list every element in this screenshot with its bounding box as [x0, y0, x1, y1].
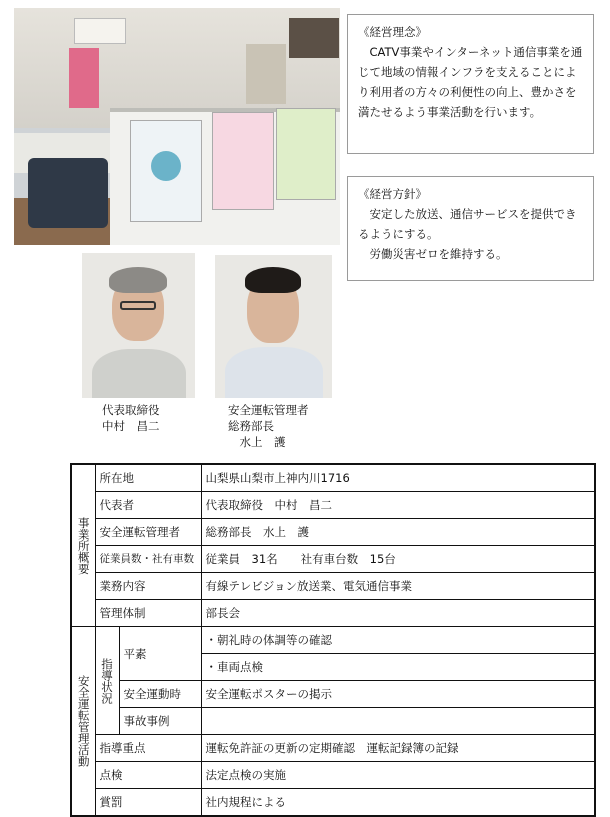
philosophy-box	[347, 14, 594, 154]
label-business: 業務内容	[95, 573, 201, 600]
value-employees: 従業員 31名 社有車台数 15台	[201, 546, 595, 573]
overview-table	[70, 463, 596, 817]
label-focus: 指導重点	[95, 735, 201, 762]
table-row	[71, 789, 595, 817]
policy-title: 《経営方針》	[358, 187, 427, 201]
value-representative: 代表取締役 中村 昌二	[201, 492, 595, 519]
label-employees: 従業員数・社有車数	[95, 546, 201, 573]
label-accidents: 事故事例	[119, 708, 201, 735]
value-safety-week: 安全運転ポスターの掲示	[201, 681, 595, 708]
sub-section-guidance: 指導状況	[95, 627, 119, 735]
value-accidents	[201, 708, 595, 735]
section-company-overview: 事業所概要	[71, 464, 95, 627]
poster-2	[212, 112, 274, 210]
poster-1	[130, 120, 202, 222]
table-row	[71, 681, 595, 708]
value-reward: 社内規程による	[201, 789, 595, 817]
poster-3	[276, 108, 336, 200]
portrait-safety-manager	[215, 255, 332, 398]
table-row	[71, 762, 595, 789]
policy-box	[347, 176, 594, 281]
value-safety-manager: 総務部長 水上 護	[201, 519, 595, 546]
label-normal: 平素	[119, 627, 201, 681]
table-row	[71, 708, 595, 735]
label-safety-manager: 安全運転管理者	[95, 519, 201, 546]
value-normal-1: ・朝礼時の体調等の確認	[201, 627, 595, 654]
table-row	[71, 600, 595, 627]
caption-safety-manager: 安全運転管理者 総務部長 水上 護	[228, 403, 309, 449]
section-safety-activities: 安全運転管理活動	[71, 627, 95, 817]
label-inspection: 点検	[95, 762, 201, 789]
label-reward: 賞罰	[95, 789, 201, 817]
value-location: 山梨県山梨市上神内川1716	[201, 464, 595, 492]
table-row	[71, 627, 595, 654]
table-row	[71, 519, 595, 546]
table-row	[71, 735, 595, 762]
value-inspection: 法定点検の実施	[201, 762, 595, 789]
table-row	[71, 546, 595, 573]
photo-sign	[74, 18, 126, 44]
philosophy-title: 《経営理念》	[358, 25, 427, 39]
policy-item: 労働災害ゼロを維持する。	[369, 247, 508, 261]
label-representative: 代表者	[95, 492, 201, 519]
policy-item: 安定した放送、通信サービスを提供できるようにする。	[358, 207, 577, 241]
caption-president: 代表取締役 中村 昌二	[102, 403, 160, 433]
value-management: 部長会	[201, 600, 595, 627]
portrait-president	[82, 253, 195, 398]
value-focus: 運転免許証の更新の定期確認 運転記録簿の記録	[201, 735, 595, 762]
table-row	[71, 573, 595, 600]
value-normal-2: ・車両点検	[201, 654, 595, 681]
label-management: 管理体制	[95, 600, 201, 627]
philosophy-body: CATV事業やインターネット通信事業を通じて地域の情報インフラを支えることにより利用者の方々の利便性の向上、豊かさを満たせるよう事業活動を行います。	[358, 45, 583, 119]
label-safety-week: 安全運動時	[119, 681, 201, 708]
label-location: 所在地	[95, 464, 201, 492]
office-photo	[14, 8, 340, 245]
value-business: 有線テレビジョン放送業、電気通信事業	[201, 573, 595, 600]
table-row	[71, 464, 595, 492]
table-row	[71, 492, 595, 519]
